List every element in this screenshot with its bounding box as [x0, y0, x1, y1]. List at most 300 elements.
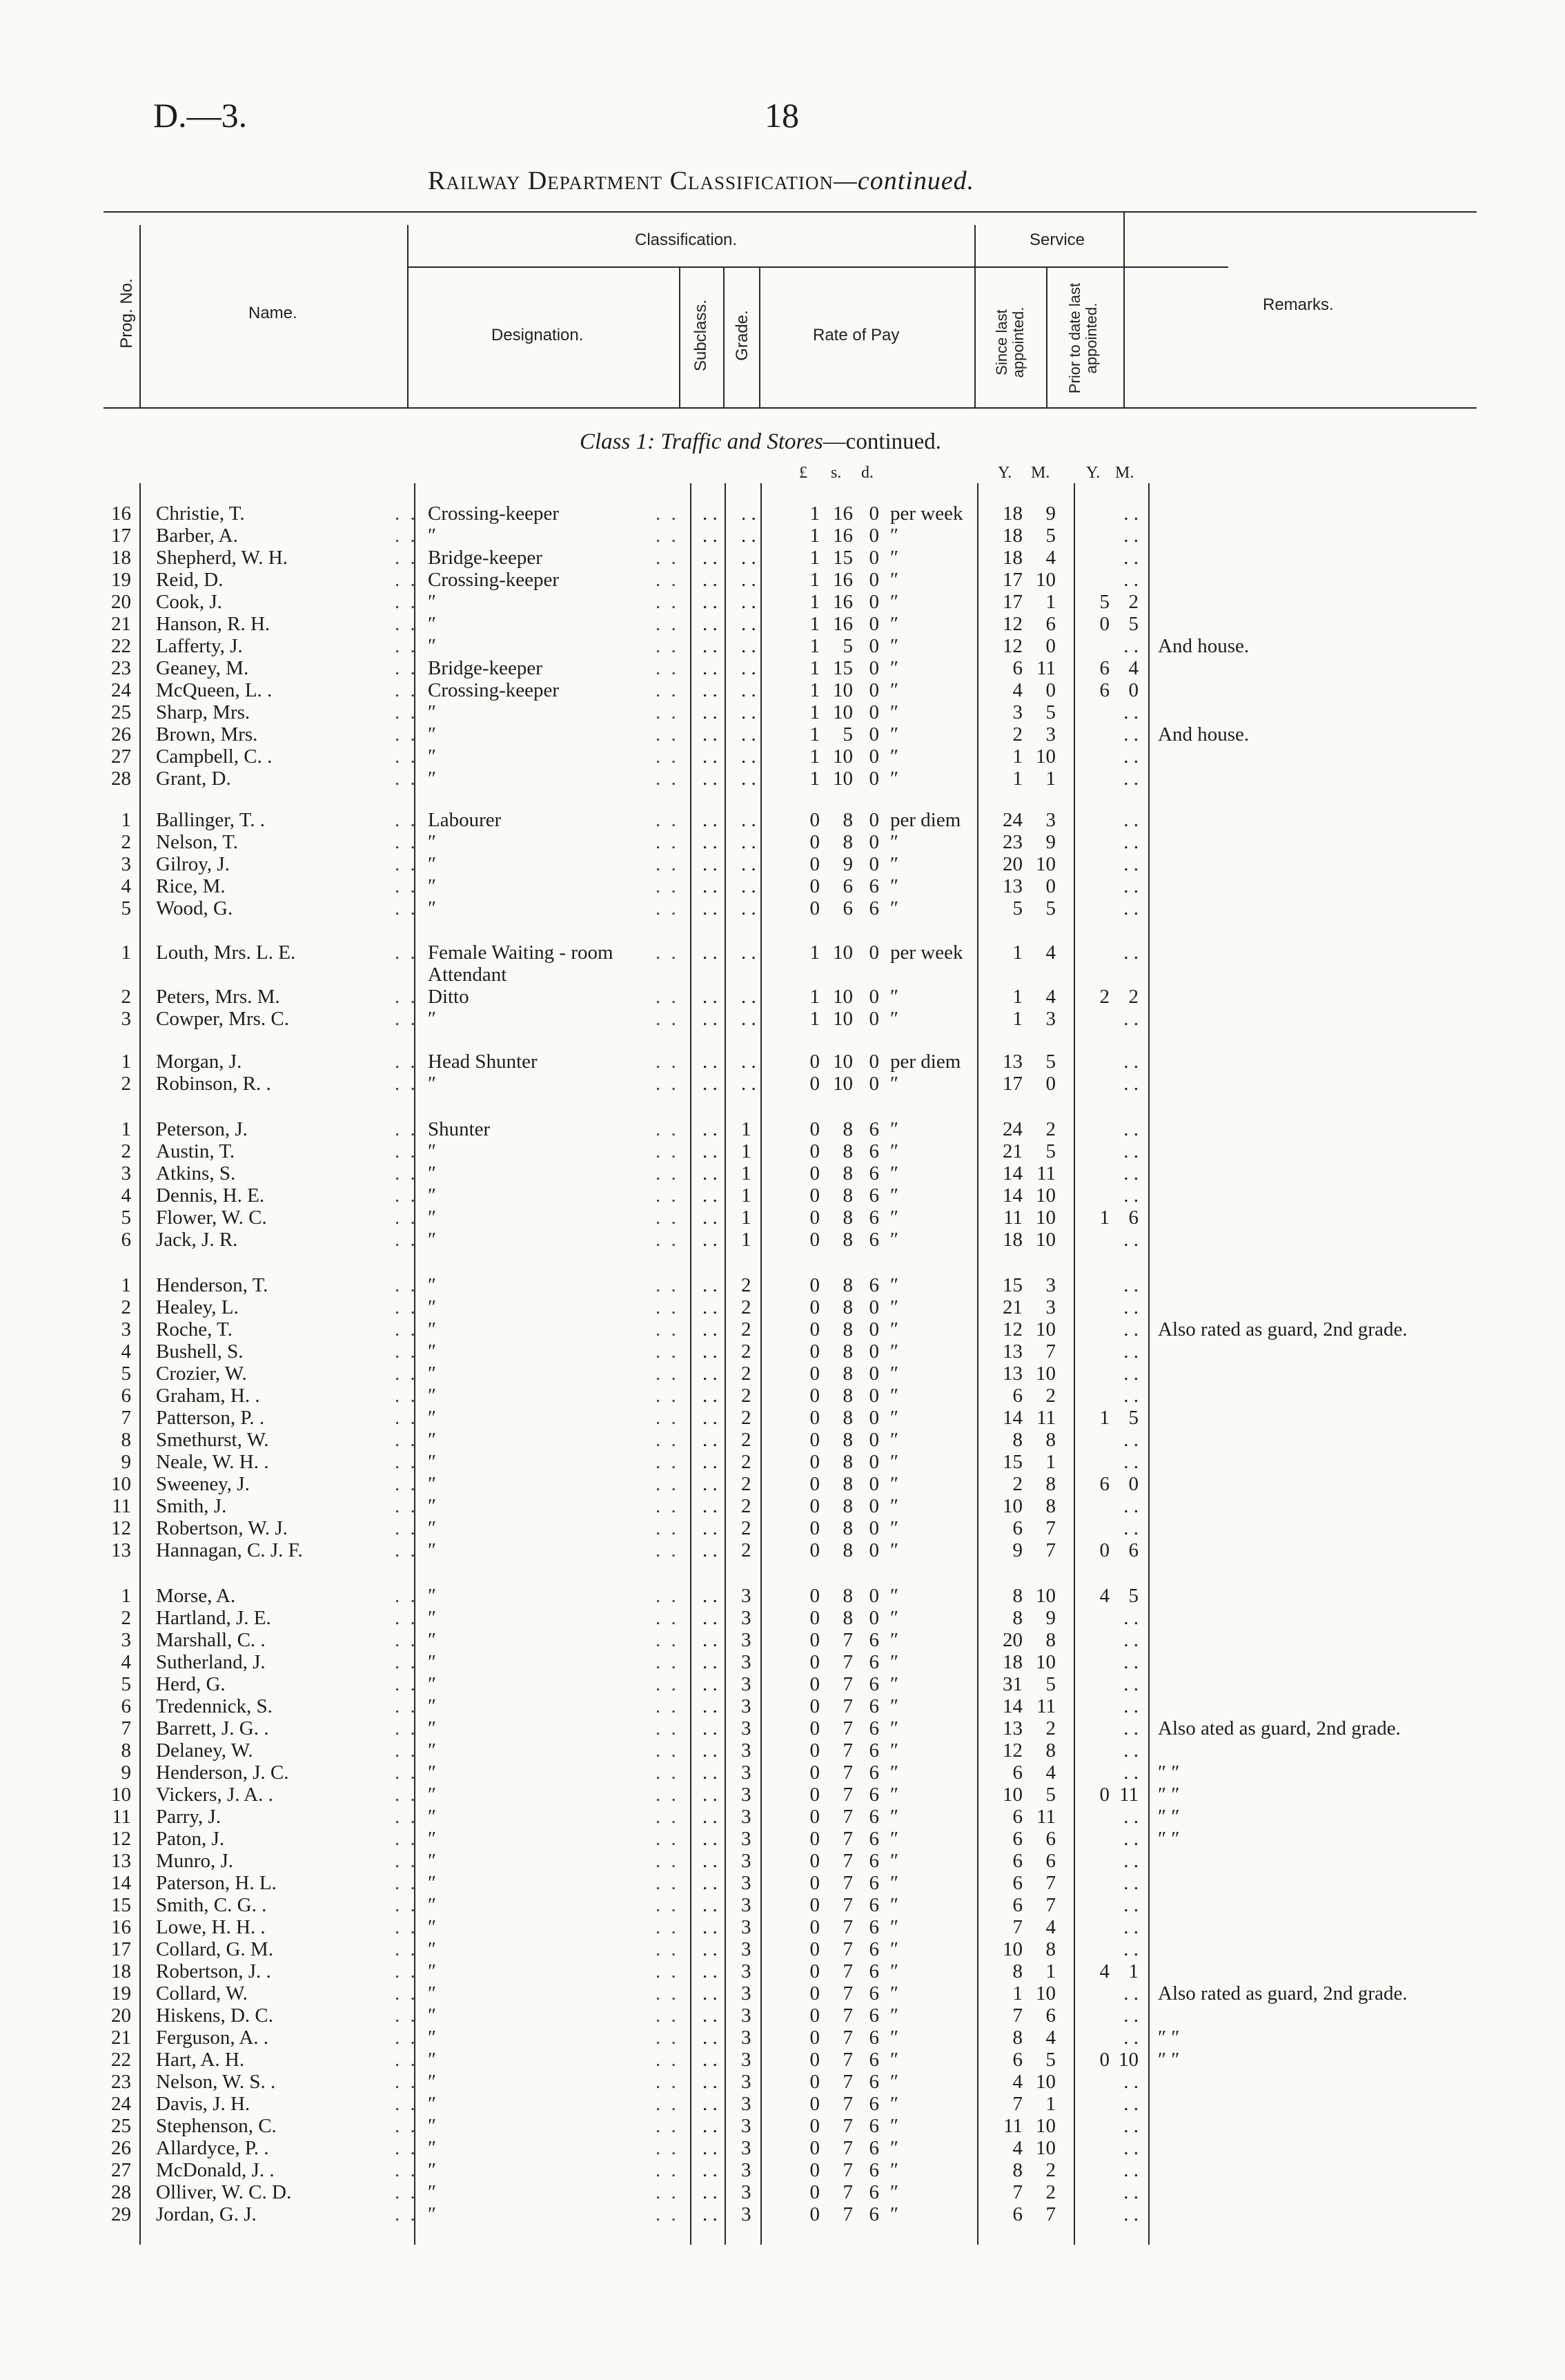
leader-dots: . . [395, 986, 418, 1008]
table-row [0, 1140, 1565, 1162]
remarks-cell: ″ ″ [1158, 1828, 1180, 1850]
name-cell: Graham, H. . [156, 1385, 260, 1407]
pay-shillings: 10 [833, 679, 853, 701]
since-months: 10 [1036, 569, 1056, 591]
table-row [0, 831, 1565, 853]
leader-dots: . . [656, 679, 679, 701]
prior-months: 6 [1128, 1539, 1139, 1561]
prior-months: . . [1123, 1385, 1139, 1407]
pay-pounds: 0 [809, 1585, 820, 1607]
pay-pence: 0 [869, 635, 879, 657]
prog-no: 27 [111, 745, 131, 768]
prior-years: 4 [1099, 1585, 1110, 1607]
name-cell: Wood, G. [156, 897, 233, 919]
designation-cell: ″ [428, 613, 437, 635]
leader-dots: . . [395, 1607, 418, 1629]
designation-cell: ″ [428, 875, 437, 897]
name-cell: Atkins, S. [156, 1162, 236, 1184]
since-years: 24 [1003, 809, 1023, 831]
leader-dots: . . [656, 1539, 679, 1561]
leader-dots: . . [656, 1073, 679, 1095]
table-row [0, 942, 1565, 964]
designation-cell: ″ [428, 897, 437, 919]
leader-dots: . . [395, 1118, 418, 1140]
leader-dots: . . [656, 942, 679, 964]
since-months: 4 [1045, 547, 1056, 569]
leader-dots: . . [395, 831, 418, 853]
pay-period: ″ [890, 2049, 899, 2071]
since-months: 7 [1045, 1517, 1056, 1539]
prior-months: . . [1123, 1140, 1139, 1162]
section-traffic: Traffic and Stores [660, 429, 823, 454]
prior-months: . . [1123, 1118, 1139, 1140]
pay-shillings: 8 [843, 1517, 853, 1539]
leader-dots: . . [656, 1517, 679, 1539]
subclass-cell: . . [702, 1960, 718, 1982]
prior-months: . . [1123, 1229, 1139, 1251]
since-years: 20 [1003, 1629, 1023, 1651]
leader-dots: . . [656, 2027, 679, 2049]
leader-dots: . . [395, 701, 418, 723]
designation-cell: ″ [428, 1960, 437, 1982]
subclass-cell: . . [702, 853, 718, 875]
grade-cell: 1 [741, 1162, 751, 1184]
pay-pounds: 0 [809, 853, 820, 875]
grade-cell: 3 [741, 1607, 751, 1629]
prog-no: 4 [121, 1184, 131, 1207]
leader-dots: . . [656, 831, 679, 853]
leader-dots: . . [395, 875, 418, 897]
pay-pence: 0 [869, 1539, 879, 1561]
table-row [0, 1894, 1565, 1916]
pay-shillings: 9 [843, 853, 853, 875]
since-months: 10 [1036, 2115, 1056, 2137]
pay-period: ″ [890, 986, 899, 1008]
grade-cell: 3 [741, 2181, 751, 2203]
designation-cell: ″ [428, 1717, 437, 1739]
name-cell: Hiskens, D. C. [156, 2005, 273, 2027]
name-cell: Dennis, H. E. [156, 1184, 265, 1207]
grade-cell: . . [741, 525, 756, 547]
prog-no: 17 [111, 525, 131, 547]
pay-pence: 6 [869, 2027, 879, 2049]
pay-period: ″ [890, 1451, 899, 1473]
leader-dots: . . [395, 1695, 418, 1717]
prior-months: 5 [1128, 1585, 1139, 1607]
pay-pounds: 0 [809, 1695, 820, 1717]
leader-dots: . . [656, 1140, 679, 1162]
remarks-cell: Also rated as guard, 2nd grade. [1158, 1318, 1408, 1340]
prog-no-header: Prog. No. [117, 278, 136, 349]
prior-months: . . [1123, 2181, 1139, 2203]
since-months: 6 [1045, 1828, 1056, 1850]
grade-cell: 2 [741, 1517, 751, 1539]
subclass-cell: . . [702, 1916, 718, 1938]
pay-pence: 6 [869, 1274, 879, 1296]
designation-cell: ″ [428, 723, 437, 745]
table-row [0, 1318, 1565, 1340]
grade-cell: . . [741, 679, 756, 701]
since-months: 10 [1036, 1318, 1056, 1340]
since-years: 21 [1003, 1296, 1023, 1318]
subclass-cell: . . [702, 1140, 718, 1162]
subclass-cell: . . [702, 809, 718, 831]
subclass-cell: . . [702, 1629, 718, 1651]
since-months: 10 [1036, 1363, 1056, 1385]
leader-dots: . . [656, 1207, 679, 1229]
leader-dots: . . [395, 569, 418, 591]
pay-period: per week [890, 942, 963, 964]
prog-no: 13 [111, 1850, 131, 1872]
pay-pounds: 1 [809, 1008, 820, 1030]
name-cell: Smith, C. G. . [156, 1894, 267, 1916]
name-cell: Peters, Mrs. M. [156, 986, 280, 1008]
prior-months: . . [1123, 2203, 1139, 2225]
leader-dots: . . [395, 1162, 418, 1184]
pay-period: ″ [890, 1318, 899, 1340]
prior-months: . . [1123, 1274, 1139, 1296]
leader-dots: . . [656, 1008, 679, 1030]
prog-no: 1 [121, 1585, 131, 1607]
pay-pence: 0 [869, 1340, 879, 1363]
name-cell: Vickers, J. A. . [156, 1784, 273, 1806]
leader-dots: . . [395, 1850, 418, 1872]
designation-cell: ″ [428, 1872, 437, 1894]
prior-months: 2 [1128, 986, 1139, 1008]
pay-period: ″ [890, 831, 899, 853]
pay-shillings: 16 [833, 613, 853, 635]
leader-dots: . . [395, 1916, 418, 1938]
pay-period: ″ [890, 1717, 899, 1739]
since-months: 4 [1045, 1916, 1056, 1938]
since-years: 10 [1003, 1938, 1023, 1960]
subclass-cell: . . [702, 875, 718, 897]
pay-pounds: 0 [809, 1296, 820, 1318]
pay-period: ″ [890, 1229, 899, 1251]
pay-pounds: 0 [809, 1051, 820, 1073]
pay-period: ″ [890, 2115, 899, 2137]
since-months: 1 [1045, 2093, 1056, 2115]
pay-period: ″ [890, 1982, 899, 2005]
name-cell: Cook, J. [156, 591, 222, 613]
pay-pence: 0 [869, 1473, 879, 1495]
pay-period: ″ [890, 1872, 899, 1894]
since-months: 6 [1045, 613, 1056, 635]
leader-dots: . . [656, 853, 679, 875]
leader-dots: . . [656, 986, 679, 1008]
prior-months: . . [1123, 942, 1139, 964]
pay-pounds: 0 [809, 1806, 820, 1828]
leader-dots: . . [656, 2137, 679, 2159]
subclass-cell: . . [702, 2159, 718, 2181]
subclass-cell: . . [702, 1162, 718, 1184]
designation-cell: ″ [428, 1695, 437, 1717]
leader-dots: . . [395, 1495, 418, 1517]
prog-no: 1 [121, 1051, 131, 1073]
designation-cell: ″ [428, 2049, 437, 2071]
pay-shillings: 10 [833, 768, 853, 790]
pay-pence: 6 [869, 1872, 879, 1894]
leader-dots: . . [656, 1784, 679, 1806]
designation-cell: ″ [428, 1340, 437, 1363]
pay-pence: 6 [869, 1629, 879, 1651]
pay-pounds: 0 [809, 2203, 820, 2225]
since-years: 15 [1003, 1451, 1023, 1473]
leader-dots: . . [656, 809, 679, 831]
pay-shillings: 8 [843, 1539, 853, 1561]
designation-cell: ″ [428, 1495, 437, 1517]
grade-cell: 3 [741, 1629, 751, 1651]
designation-cell: Shunter [428, 1118, 491, 1140]
pay-pence: 0 [869, 745, 879, 768]
designation-cell: ″ [428, 1140, 437, 1162]
subclass-cell: . . [702, 1585, 718, 1607]
subclass-cell: . . [702, 1938, 718, 1960]
prior-months: . . [1123, 1828, 1139, 1850]
pay-pounds: 0 [809, 1429, 820, 1451]
pay-shillings: 7 [843, 1806, 853, 1828]
pay-shillings: 7 [843, 2137, 853, 2159]
pay-pence: 6 [869, 1850, 879, 1872]
subclass-cell: . . [702, 1008, 718, 1030]
subclass-cell: . . [702, 1739, 718, 1762]
subclass-cell: . . [702, 1229, 718, 1251]
grade-cell: 3 [741, 2137, 751, 2159]
since-months: 2 [1045, 2159, 1056, 2181]
table-row [0, 1539, 1565, 1561]
prior-months: . . [1123, 1982, 1139, 2005]
since-months: 10 [1036, 1982, 1056, 2005]
prog-no: 19 [111, 1982, 131, 2005]
name-cell: Ferguson, A. . [156, 2027, 269, 2049]
pay-shillings: 7 [843, 2071, 853, 2093]
designation-cell: ″ [428, 1229, 437, 1251]
pay-pence: 0 [869, 679, 879, 701]
since-months: 5 [1045, 897, 1056, 919]
pay-pence: 6 [869, 1229, 879, 1251]
pay-pence: 0 [869, 1385, 879, 1407]
pay-pence: 0 [869, 1008, 879, 1030]
pay-pence: 6 [869, 2071, 879, 2093]
pay-shillings: 8 [843, 1495, 853, 1517]
name-cell: Brown, Mrs. [156, 723, 258, 745]
grade-cell: 1 [741, 1229, 751, 1251]
leader-dots: . . [395, 2005, 418, 2027]
grade-cell: 3 [741, 2115, 751, 2137]
leader-dots: . . [395, 503, 418, 525]
since-months: 0 [1045, 1073, 1056, 1095]
designation-cell: ″ [428, 525, 437, 547]
leader-dots: . . [395, 679, 418, 701]
pay-pence: 6 [869, 2093, 879, 2115]
subclass-cell: . . [702, 1539, 718, 1561]
prog-no: 11 [112, 1806, 131, 1828]
designation-cell: ″ [428, 1296, 437, 1318]
pay-shillings: 8 [843, 1140, 853, 1162]
since-years: 8 [1012, 1607, 1023, 1629]
pay-period: ″ [890, 591, 899, 613]
table-row [0, 2115, 1565, 2137]
leader-dots: . . [656, 525, 679, 547]
table-row [0, 635, 1565, 657]
prior-months: . . [1123, 1607, 1139, 1629]
since-years: 12 [1003, 1739, 1023, 1762]
subclass-cell: . . [702, 1207, 718, 1229]
pay-pounds: 1 [809, 613, 820, 635]
designation-cell: ″ [428, 2071, 437, 2093]
leader-dots: . . [395, 1784, 418, 1806]
since-years: 20 [1003, 853, 1023, 875]
since-years: 11 [1003, 2115, 1023, 2137]
since-months: 10 [1036, 1184, 1056, 1207]
table-row [0, 1850, 1565, 1872]
leader-dots: . . [656, 1872, 679, 1894]
table-row [0, 1982, 1565, 2005]
name-cell: Louth, Mrs. L. E. [156, 942, 296, 964]
table-row [0, 1673, 1565, 1695]
pay-pence: 0 [869, 853, 879, 875]
table-row [0, 2005, 1565, 2027]
unit-years-prior: Y. [1086, 464, 1101, 482]
grade-cell: 3 [741, 2203, 751, 2225]
pay-shillings: 7 [843, 2203, 853, 2225]
table-row [0, 1517, 1565, 1539]
designation-cell: ″ [428, 1517, 437, 1539]
leader-dots: . . [656, 1363, 679, 1385]
table-row [0, 569, 1565, 591]
leader-dots: . . [656, 1274, 679, 1296]
pay-period: ″ [890, 1162, 899, 1184]
pay-period: ″ [890, 1473, 899, 1495]
pay-period: ″ [890, 745, 899, 768]
name-cell: McQueen, L. . [156, 679, 273, 701]
name-cell: Jack, J. R. [156, 1229, 238, 1251]
prog-no: 29 [111, 2203, 131, 2225]
leader-dots: . . [656, 1229, 679, 1251]
since-months: 8 [1045, 1739, 1056, 1762]
subclass-cell: . . [702, 2071, 718, 2093]
designation-cell: ″ [428, 1207, 437, 1229]
grade-cell: 3 [741, 1806, 751, 1828]
pay-pounds: 1 [809, 569, 820, 591]
subclass-cell: . . [702, 1118, 718, 1140]
grade-cell: 3 [741, 1673, 751, 1695]
prior-months: . . [1123, 2027, 1139, 2049]
since-months: 11 [1036, 1806, 1056, 1828]
grade-cell: 3 [741, 1762, 751, 1784]
pay-shillings: 8 [843, 1229, 853, 1251]
pay-pence: 6 [869, 2049, 879, 2071]
pay-pounds: 0 [809, 1982, 820, 2005]
pay-period: ″ [890, 1806, 899, 1828]
grade-cell: . . [741, 613, 756, 635]
prior-months: . . [1123, 1938, 1139, 1960]
since-years: 10 [1003, 1495, 1023, 1517]
designation-cell: ″ [428, 1739, 437, 1762]
grade-cell: . . [741, 547, 756, 569]
pay-pence: 6 [869, 2115, 879, 2137]
pay-period: ″ [890, 635, 899, 657]
name-cell: Davis, J. H. [156, 2093, 250, 2115]
pay-period: ″ [890, 1585, 899, 1607]
pay-pounds: 1 [809, 768, 820, 790]
since-years: 4 [1012, 2071, 1023, 2093]
since-years: 17 [1003, 591, 1023, 613]
designation-cell: Bridge-keeper [428, 657, 542, 679]
prog-no: 23 [111, 657, 131, 679]
leader-dots: . . [656, 2093, 679, 2115]
pay-period: ″ [890, 2071, 899, 2093]
subclass-cell: . . [702, 1318, 718, 1340]
pay-period: ″ [890, 1629, 899, 1651]
document-reference: D.—3. [153, 96, 248, 135]
grade-cell: 2 [741, 1539, 751, 1561]
prior-months: 0 [1128, 679, 1139, 701]
prog-no: 8 [121, 1429, 131, 1451]
subclass-cell: . . [702, 1451, 718, 1473]
pay-shillings: 8 [843, 1296, 853, 1318]
prior-months: . . [1123, 853, 1139, 875]
pay-period: ″ [890, 1607, 899, 1629]
grade-cell: 2 [741, 1274, 751, 1296]
prior-months: . . [1123, 1008, 1139, 1030]
pay-shillings: 7 [843, 1739, 853, 1762]
pay-pence: 6 [869, 875, 879, 897]
pay-period: ″ [890, 1916, 899, 1938]
leader-dots: . . [656, 503, 679, 525]
prog-no: 25 [111, 2115, 131, 2137]
prior-months: . . [1123, 701, 1139, 723]
designation-cell: Crossing-keeper [428, 569, 560, 591]
subclass-cell: . . [702, 1651, 718, 1673]
designation-cell: ″ [428, 1828, 437, 1850]
grade-cell: . . [741, 569, 756, 591]
pay-period: ″ [890, 1850, 899, 1872]
since-months: 11 [1036, 1162, 1056, 1184]
designation-cell: Crossing-keeper [428, 503, 560, 525]
leader-dots: . . [395, 768, 418, 790]
pay-pence: 0 [869, 723, 879, 745]
since-years: 18 [1003, 503, 1023, 525]
since-months: 7 [1045, 1894, 1056, 1916]
subclass-header: Subclass. [691, 299, 710, 372]
since-years: 6 [1012, 1385, 1023, 1407]
leader-dots: . . [656, 1473, 679, 1495]
since-years: 23 [1003, 831, 1023, 853]
pay-shillings: 7 [843, 1960, 853, 1982]
prior-months: . . [1123, 809, 1139, 831]
subclass-cell: . . [702, 1517, 718, 1539]
pay-pounds: 0 [809, 831, 820, 853]
designation-cell: ″ [428, 1916, 437, 1938]
table-row [0, 2159, 1565, 2181]
prog-no: 9 [121, 1451, 131, 1473]
prog-no: 12 [111, 1517, 131, 1539]
leader-dots: . . [656, 1629, 679, 1651]
leader-dots: . . [656, 591, 679, 613]
pay-pounds: 0 [809, 1162, 820, 1184]
name-cell: Morse, A. [156, 1585, 236, 1607]
name-cell: Roche, T. [156, 1318, 233, 1340]
pay-pence: 6 [869, 1184, 879, 1207]
pay-period: ″ [890, 853, 899, 875]
name-cell: Herd, G. [156, 1673, 226, 1695]
pay-pounds: 0 [809, 1850, 820, 1872]
prog-no: 10 [111, 1473, 131, 1495]
prog-no: 18 [111, 1960, 131, 1982]
prior-months: . . [1123, 1673, 1139, 1695]
prior-months: . . [1123, 1162, 1139, 1184]
